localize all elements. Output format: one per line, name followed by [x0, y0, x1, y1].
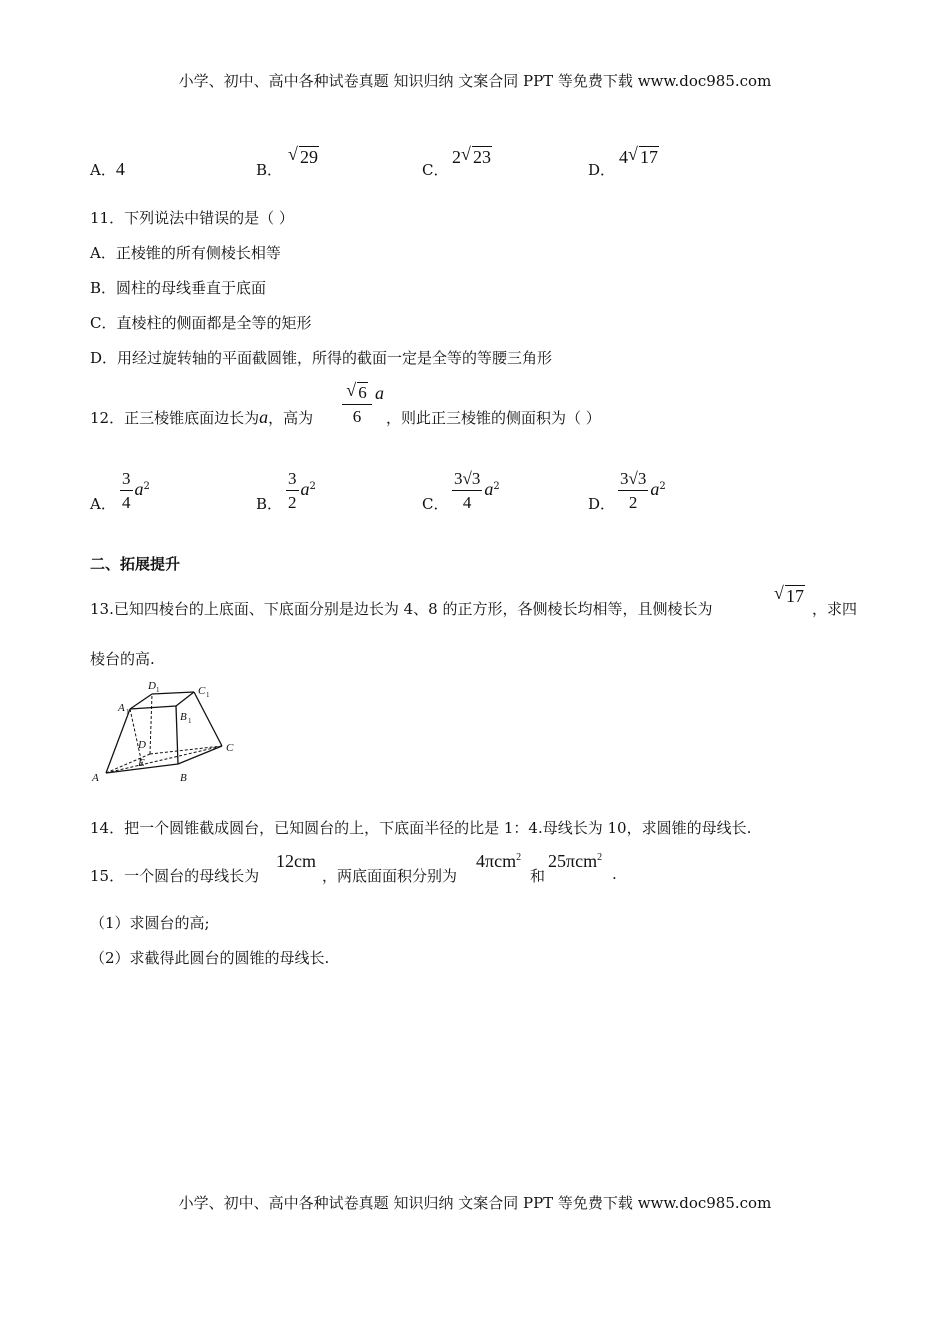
q15-text-a: 15．一个圆台的母线长为	[90, 867, 260, 885]
q10-option-c-label: C．	[422, 161, 449, 179]
label-d1: D	[148, 680, 156, 692]
q12-height-fraction: √ 6 6 a	[342, 383, 384, 427]
label-c1: C	[198, 685, 206, 697]
frustum-figure	[90, 678, 250, 788]
q15-area1-power: 2	[516, 852, 522, 863]
q15-area2-power: 2	[597, 852, 603, 863]
q10-b-radicand: 29	[300, 147, 318, 167]
q10-options	[0, 145, 950, 185]
q15-area2-value: 25πcm	[548, 851, 598, 871]
edge-b1c1	[176, 692, 194, 706]
q12-height-radicand: 6	[358, 383, 367, 402]
label-a: A	[92, 772, 99, 784]
diag-ac	[106, 746, 222, 773]
q12-a-power: 2	[143, 481, 150, 492]
q15-text-b: ，两底面面积分别为	[322, 867, 458, 885]
q10-option-a	[90, 159, 125, 180]
q15-area2	[548, 851, 602, 872]
q11-option-c: C．直棱柱的侧面都是全等的矩形	[90, 314, 312, 332]
q10-option-d	[588, 159, 615, 180]
q12-stem-tail: ，则此正三棱锥的侧面积为（ ）	[386, 409, 601, 427]
q14-text: 14．把一个圆锥截成圆台，已知圆台的上，下底面半径的比是 1：4.母线长为 10，求圆锥的母线长.	[90, 819, 752, 837]
q10-d-radicand: 17	[640, 147, 658, 167]
q12-var-a: a	[259, 407, 269, 427]
q15-text-d: .	[612, 865, 617, 883]
q12-stem	[90, 407, 313, 428]
edge-dd1	[150, 694, 152, 754]
page-header: 小学、初中、高中各种试卷真题 知识归纳 文案合同 PPT 等免费下载 www.doc985.com	[178, 72, 772, 90]
q12-c-power: 2	[493, 481, 500, 492]
q10-option-d-label: D．	[588, 161, 616, 179]
q15-sub1: （1）求圆台的高;	[90, 914, 210, 932]
label-d: D	[138, 739, 146, 751]
q12-stem-part-a: 12．正三棱锥底面边长为	[90, 409, 260, 427]
q12-option-a-label: A．	[90, 495, 116, 513]
label-a1-sub: 1	[126, 708, 130, 716]
height-a1e	[130, 709, 142, 764]
edge-aa1	[106, 709, 130, 773]
q12-option-b-value: $\frac{3}{2}$ $a^2$	[288, 469, 316, 512]
q10-option-c	[422, 159, 448, 180]
edge-a1b1	[130, 706, 176, 709]
q12-height-den: 6	[352, 407, 362, 426]
edge-bb1	[176, 706, 178, 764]
q13-text-a: 13.已知四棱台的上底面、下底面分别是边长为 4、8 的正方形，各侧棱长均相等，且侧棱长为	[90, 600, 713, 618]
q11-stem: 11．下列说法中错误的是（ ）	[90, 209, 294, 227]
q12-stem-part-b: ，高为	[268, 409, 314, 427]
q10-option-a-label: A．	[90, 161, 116, 179]
q12-a-den: 4	[122, 493, 131, 512]
q15-slant: 12cm	[276, 851, 316, 871]
section-title: 二、拓展提升	[90, 555, 181, 573]
q12-d-power: 2	[659, 481, 666, 492]
q11-option-a: A．正棱锥的所有侧棱长相等	[90, 244, 281, 262]
q10-c-coef: 2	[452, 147, 461, 167]
q12-c-den: 4	[462, 493, 472, 512]
q12-option-d-label: D．	[588, 495, 616, 513]
q12-option-c-value: $\frac{3√3}{4}$ $a^2$	[454, 469, 500, 512]
q12-d-den: 2	[628, 493, 638, 512]
label-b1-sub: 1	[188, 717, 192, 725]
q11-option-d: D．用经过旋转轴的平面截圆锥，所得的截面一定是全等的等腰三角形	[90, 349, 553, 367]
label-a1: A	[118, 702, 125, 714]
q13-radicand: 17	[786, 586, 804, 606]
q12-c-num: 3√3	[452, 469, 482, 491]
q11-option-b: B．圆柱的母线垂直于底面	[90, 279, 267, 297]
q13-text-b: ，求四	[812, 600, 858, 618]
q10-option-b-value: √ 29	[288, 144, 318, 167]
edge-d1a1	[130, 694, 152, 709]
q12-height-var: a	[375, 383, 384, 403]
q15-sub2: （2）求截得此圆台的圆锥的母线长.	[90, 949, 330, 967]
edge-cc1	[194, 692, 222, 746]
q15-area1	[476, 851, 521, 872]
label-d1-sub: 1	[156, 686, 160, 694]
q10-option-b	[256, 159, 282, 180]
page-footer: 小学、初中、高中各种试卷真题 知识归纳 文案合同 PPT 等免费下载 www.doc985.com	[178, 1194, 772, 1212]
q12-b-den: 2	[288, 493, 297, 512]
q12-b-num: 3	[286, 469, 299, 491]
q12-a-num: 3	[120, 469, 133, 491]
q12-options	[0, 465, 950, 520]
label-b1: B	[180, 711, 187, 723]
q10-c-radicand: 23	[473, 147, 491, 167]
label-b: B	[180, 772, 187, 784]
q12-option-c-label: C．	[422, 495, 449, 513]
q12-d-num: 3√3	[618, 469, 648, 491]
q10-option-b-label: B．	[256, 161, 283, 179]
q12-b-power: 2	[309, 481, 316, 492]
q10-d-coef: 4	[619, 147, 628, 167]
label-e: E	[138, 757, 145, 769]
label-c: C	[226, 742, 234, 754]
q10-option-a-value: 4	[115, 159, 125, 179]
q10-option-d-value: 4 √ 17	[619, 144, 658, 167]
q15-text-c: 和	[530, 867, 546, 885]
q12-option-b-label: B．	[256, 495, 283, 513]
q13-text-c: 棱台的高.	[90, 650, 155, 668]
q10-option-c-value: 2 √ 23	[452, 144, 491, 167]
q12-option-a-value: $\frac{3}{4}$ $a^2$	[122, 469, 150, 512]
q12-option-d-value: $\frac{3√3}{2}$ $a^2$	[620, 469, 666, 512]
q13-radical: √ 17	[774, 583, 804, 606]
q15-line	[90, 865, 259, 886]
q15-area1-value: 4πcm	[476, 851, 517, 871]
label-c1-sub: 1	[206, 691, 210, 699]
